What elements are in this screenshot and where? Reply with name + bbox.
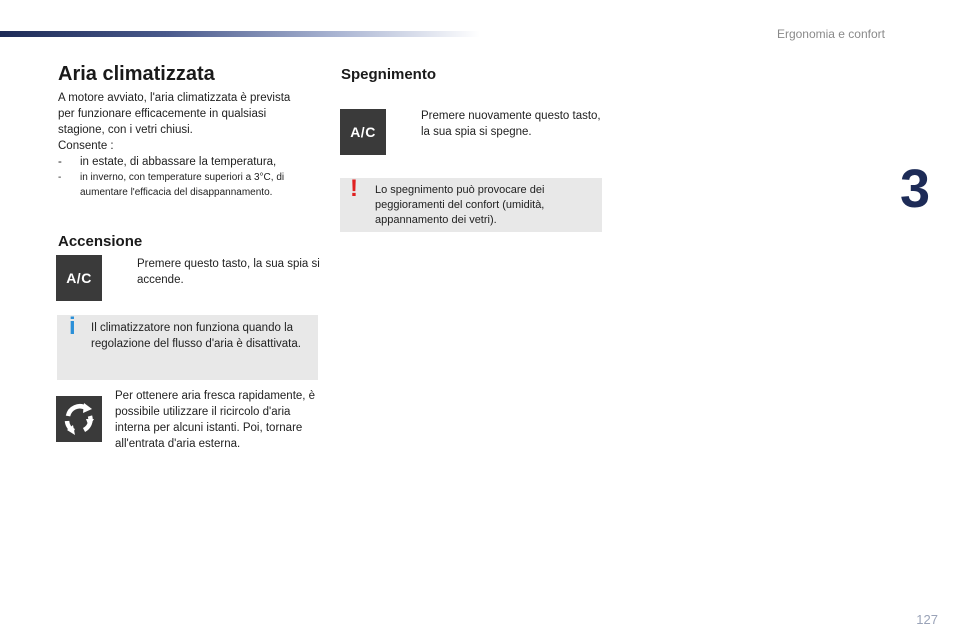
list-item: - in inverno, con temperature superiori a 3°C, di aumentare l'efficacia del disappannamento. bbox=[58, 170, 323, 200]
warning-note-box bbox=[340, 175, 602, 232]
spegnimento-instruction bbox=[399, 108, 611, 140]
ac-button-label: A/C bbox=[66, 270, 92, 286]
intro-line: A motore avviato, l'aria climatizzata è prevista bbox=[58, 92, 291, 104]
recirculation-text: Per ottenere aria fresca rapidamente, è possibile utilizzare il ricircolo d'aria interna per alcuni istanti. Poi, tornare all'entrata d'aria esterna. bbox=[115, 390, 316, 450]
recirculation-button bbox=[56, 396, 102, 442]
accensione-heading: Accensione bbox=[58, 233, 143, 250]
intro-line: per funzionare efficacemente in qualsiasi bbox=[58, 108, 267, 120]
info-note-box bbox=[57, 315, 318, 380]
page-number: 127 bbox=[916, 612, 938, 627]
accensione-instruction bbox=[115, 256, 327, 288]
chapter-number: 3 bbox=[900, 159, 931, 219]
page-title: Aria climatizzata bbox=[58, 63, 215, 85]
warning-note-text: Lo spegnimento può provocare dei peggioramenti del confort (umidità, appannamento dei vetri). bbox=[375, 184, 545, 226]
accensione-instruction-text: Premere questo tasto, la sua spia si accende. bbox=[137, 258, 320, 286]
info-icon: i bbox=[69, 313, 76, 340]
spegnimento-instruction-text: Premere nuovamente questo tasto, la sua spia si spegne. bbox=[421, 110, 601, 138]
intro-line: Consente : bbox=[58, 140, 114, 152]
warning-icon: ! bbox=[350, 175, 358, 202]
header-gradient-bar bbox=[0, 31, 480, 37]
ac-button-on bbox=[56, 255, 102, 301]
section-name: Ergonomia e confort bbox=[776, 27, 885, 41]
intro-text bbox=[58, 90, 323, 200]
info-note-text: Il climatizzatore non funziona quando la regolazione del flusso d'aria è disattivata. bbox=[91, 322, 301, 350]
recirculation-icon bbox=[59, 399, 99, 439]
spegnimento-heading: Spegnimento bbox=[341, 66, 437, 83]
ac-button-label: A/C bbox=[350, 124, 376, 140]
intro-line: stagione, con i vetri chiusi. bbox=[58, 124, 193, 136]
ac-button-off bbox=[340, 109, 386, 155]
list-item: - in estate, di abbassare la temperatura, bbox=[58, 154, 323, 170]
